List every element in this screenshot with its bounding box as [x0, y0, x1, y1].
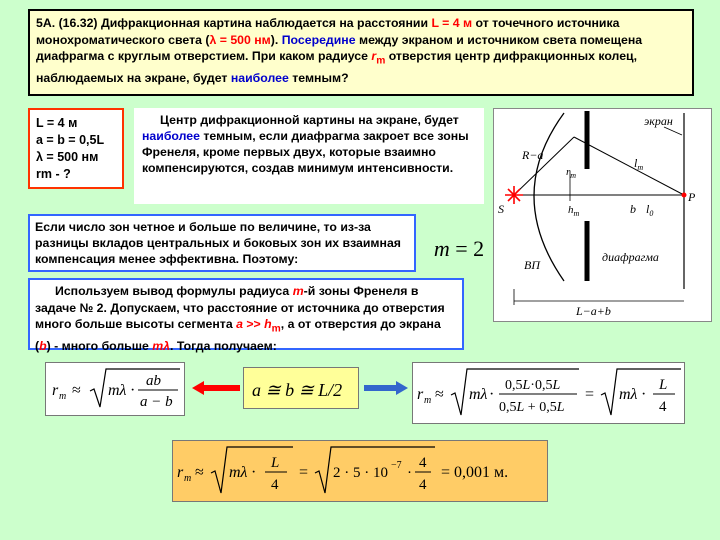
svg-text:≈: ≈: [195, 464, 204, 481]
label-S: S: [498, 202, 504, 216]
label-R-a: R−a: [522, 148, 544, 162]
diffraction-diagram: [493, 108, 712, 322]
problem-lambda: λ = 500 нм: [209, 32, 271, 47]
ray-source: [514, 137, 577, 195]
derive-text: , а от отверстия до экрана (: [35, 317, 441, 353]
problem-id: 5А.: [36, 16, 56, 30]
derivation-text: [28, 278, 464, 353]
center-explanation: [134, 108, 484, 204]
svg-text:r: r: [417, 386, 424, 403]
center-text: темным, если диафрагма закроет все зоны Френеля, кроме первых двух, которые взаимно компенсируются, создав минимум интенсивности.: [142, 129, 469, 175]
formula-result-value: = 0,001 м.: [441, 464, 509, 481]
given-line: λ = 500 нм: [36, 150, 99, 164]
derive-text: Используем вывод формулы радиуса: [55, 284, 293, 298]
svg-text:mλ: mλ: [229, 464, 248, 481]
svg-text:r: r: [52, 382, 59, 399]
svg-text:·: ·: [489, 386, 495, 403]
svg-text:·: ·: [641, 386, 647, 403]
label-aperture: диафрагма: [602, 250, 659, 264]
lm-subscript: m: [637, 163, 644, 172]
label-VP: ВП: [524, 258, 540, 272]
formula-a-b-text: a ≅ b ≅ L/2: [252, 380, 343, 400]
label-bottom: L−a+b: [576, 304, 611, 318]
hm-symbol: h: [568, 204, 574, 216]
diagram-svg: [494, 109, 711, 321]
label-rm: [566, 166, 576, 180]
label-hm: [568, 204, 580, 218]
derive-text: -й зоны Френеля в задаче № 2. Допускаем, что расстояние от источника до отверстия много больше высоты сегмента: [35, 284, 445, 331]
given-line: rm - ?: [36, 167, 71, 181]
label-P: P: [688, 190, 696, 204]
problem-text: Дифракционная картина наблюдается на расстоянии: [100, 16, 432, 30]
screen-pointer: [664, 127, 682, 135]
problem-rm: [371, 49, 386, 67]
formula-rm-substituted-svg: [413, 363, 684, 423]
svg-text:4: 4: [659, 399, 667, 415]
svg-text:0,5L·0,5L: 0,5L·0,5L: [505, 378, 561, 393]
problem-middle: Посередине: [281, 32, 356, 47]
given-line: a = b = 0,5L: [36, 133, 105, 147]
formula-rm-general-svg: [46, 363, 184, 415]
derive-text: . Тогда получаем:: [170, 338, 277, 353]
rm-subscript: m: [570, 171, 577, 180]
given-box: [28, 108, 124, 189]
svg-text:·: ·: [251, 464, 257, 481]
l0-subscript: 0: [649, 209, 654, 218]
formula-rm-substituted: [412, 362, 685, 424]
svg-text:ab: ab: [146, 373, 161, 389]
problem-ref: (16.32): [58, 16, 98, 30]
problem-text: темным?: [288, 70, 349, 85]
point-P: [682, 193, 687, 198]
m-value: 2: [473, 236, 485, 261]
even-zones-note: [28, 214, 416, 272]
derive-m: m: [292, 284, 304, 298]
svg-text:L: L: [271, 455, 280, 471]
svg-text:·: ·: [407, 465, 412, 481]
problem-text: отверстия центр дифракционных колец, наблюдаемых на экране, будет: [36, 49, 638, 85]
rm-symbol: r: [371, 49, 377, 63]
svg-text:≈: ≈: [435, 386, 444, 403]
problem-most: наиболее: [230, 70, 289, 85]
svg-text:mλ: mλ: [619, 386, 638, 403]
center-most: наиболее: [142, 129, 200, 143]
rm-subscript: m: [376, 55, 386, 67]
derive-mlambda: mλ: [152, 338, 171, 353]
svg-text:4: 4: [271, 477, 279, 493]
derive-h: h: [264, 317, 272, 331]
problem-statement: [28, 9, 694, 96]
problem-text: ).: [270, 32, 282, 47]
problem-text: от точечного источника монохроматического света (: [36, 16, 620, 47]
label-lm: [634, 156, 643, 172]
given-line: L = 4 м: [36, 116, 78, 130]
label-l0: [646, 202, 653, 218]
m-var: m: [433, 236, 450, 261]
rm-symbol: r: [566, 166, 571, 178]
even-text: Если число зон четное и больше по величине, то из-за разницы вкладов центральных и боковых зон их взаимная компенсация менее эффективна. Поэтому:: [35, 220, 401, 266]
svg-text:m: m: [59, 391, 67, 402]
problem-text: между экраном и источником света помещена диафрагма с круглым отверстием. При каком радиусе: [36, 32, 643, 63]
formula-rm-result: [172, 440, 548, 502]
svg-text:=: =: [585, 386, 595, 403]
svg-text:≈: ≈: [72, 382, 81, 399]
screen-label: экран: [644, 114, 673, 128]
arrow-right-icon: [364, 381, 408, 395]
svg-text:=: =: [299, 464, 309, 481]
arrow-left-icon: [192, 381, 240, 395]
wavefront-arc: [534, 113, 564, 281]
hm-subscript: m: [573, 209, 580, 218]
derive-gg: >>: [242, 317, 265, 331]
l0-symbol: l: [646, 202, 650, 216]
svg-text:m: m: [424, 395, 432, 406]
label-b: b: [630, 202, 636, 216]
m-eq-sign: =: [449, 236, 474, 261]
svg-text:4: 4: [419, 455, 427, 471]
svg-text:0,5L + 0,5L: 0,5L + 0,5L: [499, 400, 565, 415]
formula-a-b-approx: [243, 367, 359, 409]
formula-a-b-svg: [244, 368, 358, 408]
svg-text:a − b: a − b: [140, 394, 173, 410]
derive-text: ) - много больше: [46, 338, 153, 353]
formula-rm-general: [45, 362, 185, 416]
center-text: Центр дифракционной картины на экране, будет: [160, 113, 459, 127]
derive-a: a: [236, 317, 243, 331]
lm-symbol: l: [634, 156, 638, 170]
m-equation: [425, 232, 493, 266]
svg-text:mλ: mλ: [108, 382, 127, 399]
svg-text:L: L: [659, 377, 668, 393]
svg-text:r: r: [177, 464, 184, 481]
svg-text:mλ: mλ: [469, 386, 488, 403]
derive-h-sub: m: [271, 323, 281, 335]
svg-text:4: 4: [419, 477, 427, 493]
svg-text:m: m: [184, 473, 192, 484]
problem-L: L = 4 м: [431, 16, 473, 30]
derive-b: b: [39, 338, 47, 353]
svg-text:−7: −7: [391, 460, 402, 471]
ray-screen: [574, 137, 684, 195]
svg-text:·: ·: [130, 382, 136, 399]
svg-text:2 · 5 · 10: 2 · 5 · 10: [333, 465, 388, 481]
formula-rm-result-svg: [173, 441, 547, 501]
